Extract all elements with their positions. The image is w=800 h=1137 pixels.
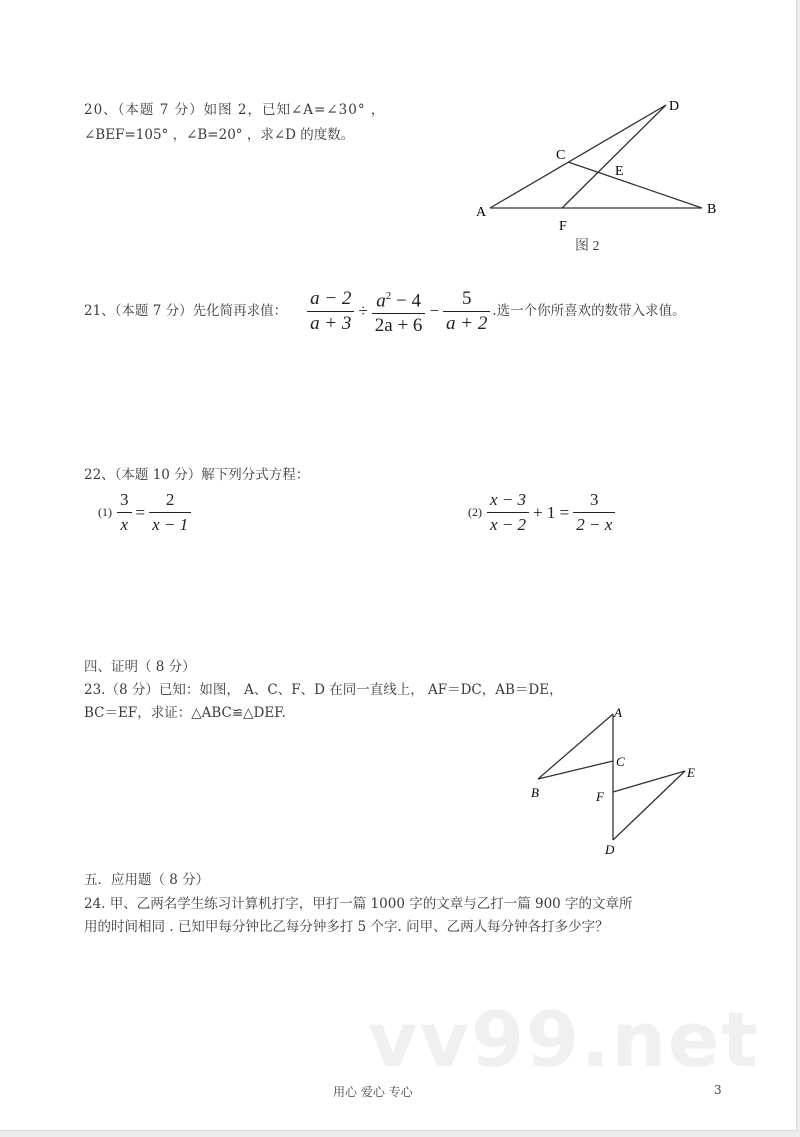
- q21-fraction-2: $\frac{a^2 - 4}{2a + 6}$: [372, 284, 426, 338]
- label-A: A: [476, 205, 487, 220]
- label-F: F: [559, 219, 567, 234]
- label-C: C: [556, 148, 566, 163]
- q22-title: 22、（本题 10 分）解下列分式方程：: [84, 467, 310, 483]
- label-F: F: [596, 789, 604, 804]
- label-E: E: [615, 164, 624, 179]
- q21-row: [84, 284, 686, 338]
- q21-minus-sign: −: [429, 301, 440, 321]
- q24-line1: 24. 甲、乙两名学生练习计算机打字，甲打一篇 1000 字的文章与乙打一篇 900 字的文章所: [84, 896, 633, 912]
- q21-divide-sign: ÷: [358, 301, 368, 321]
- figure-2-triangle-diagram: [470, 95, 730, 255]
- label-B: B: [531, 785, 539, 800]
- figure-caption: 图 2: [575, 239, 600, 254]
- section4-title: 四、证明（ 8 分）: [84, 659, 196, 675]
- q24-line2: 用的时间相同 . 已知甲每分钟比乙每分钟多打 5 个字. 问甲、乙两人每分钟各打多少字？: [84, 919, 609, 935]
- q21-suffix: .选一个你所喜欢的数带入求值。: [492, 303, 686, 320]
- q21-prefix: 21、（本题 7 分）先化简再求值：: [84, 303, 288, 320]
- label-E: E: [687, 765, 695, 780]
- label-D: D: [605, 842, 615, 857]
- section5-title: 五．应用题（ 8 分）: [84, 872, 210, 888]
- q20-line1: 20、（本题 7 分）如图 2，已知∠A=∠30° ，: [84, 102, 386, 118]
- label-A: A: [614, 705, 622, 720]
- label-D: D: [669, 99, 680, 114]
- q20-line2: ∠BEF=105° ，∠B=20° ，求∠D 的度数。: [84, 127, 355, 143]
- q23-line2: BC＝EF，求证：△ABC≌△DEF.: [84, 705, 286, 721]
- page-number: 3: [714, 1083, 722, 1097]
- q21-fraction-3: $\frac{5}{a + 2}$: [443, 287, 490, 336]
- q22-part1: (1) $\frac{3}{x}$ = $\frac{2}{x - 1}$: [98, 488, 193, 537]
- q23-line1: 23.（8 分）已知：如图， A、C、F、D 在同一直线上， AF＝DC，AB＝DE，: [84, 682, 563, 698]
- q22-part2: (2) $\frac{x - 3}{x - 2}$ + 1 = $\frac{3}{2 - x}$: [468, 488, 617, 537]
- label-B: B: [707, 202, 717, 217]
- q21-fraction-1: $\frac{a - 2}{a + 3}$: [307, 287, 354, 336]
- footer-motto: 用心 爱心 专心: [333, 1085, 413, 1099]
- label-C: C: [616, 754, 625, 769]
- watermark: vv99.net: [368, 995, 760, 1084]
- figure-congruent-triangles-diagram: [525, 700, 715, 860]
